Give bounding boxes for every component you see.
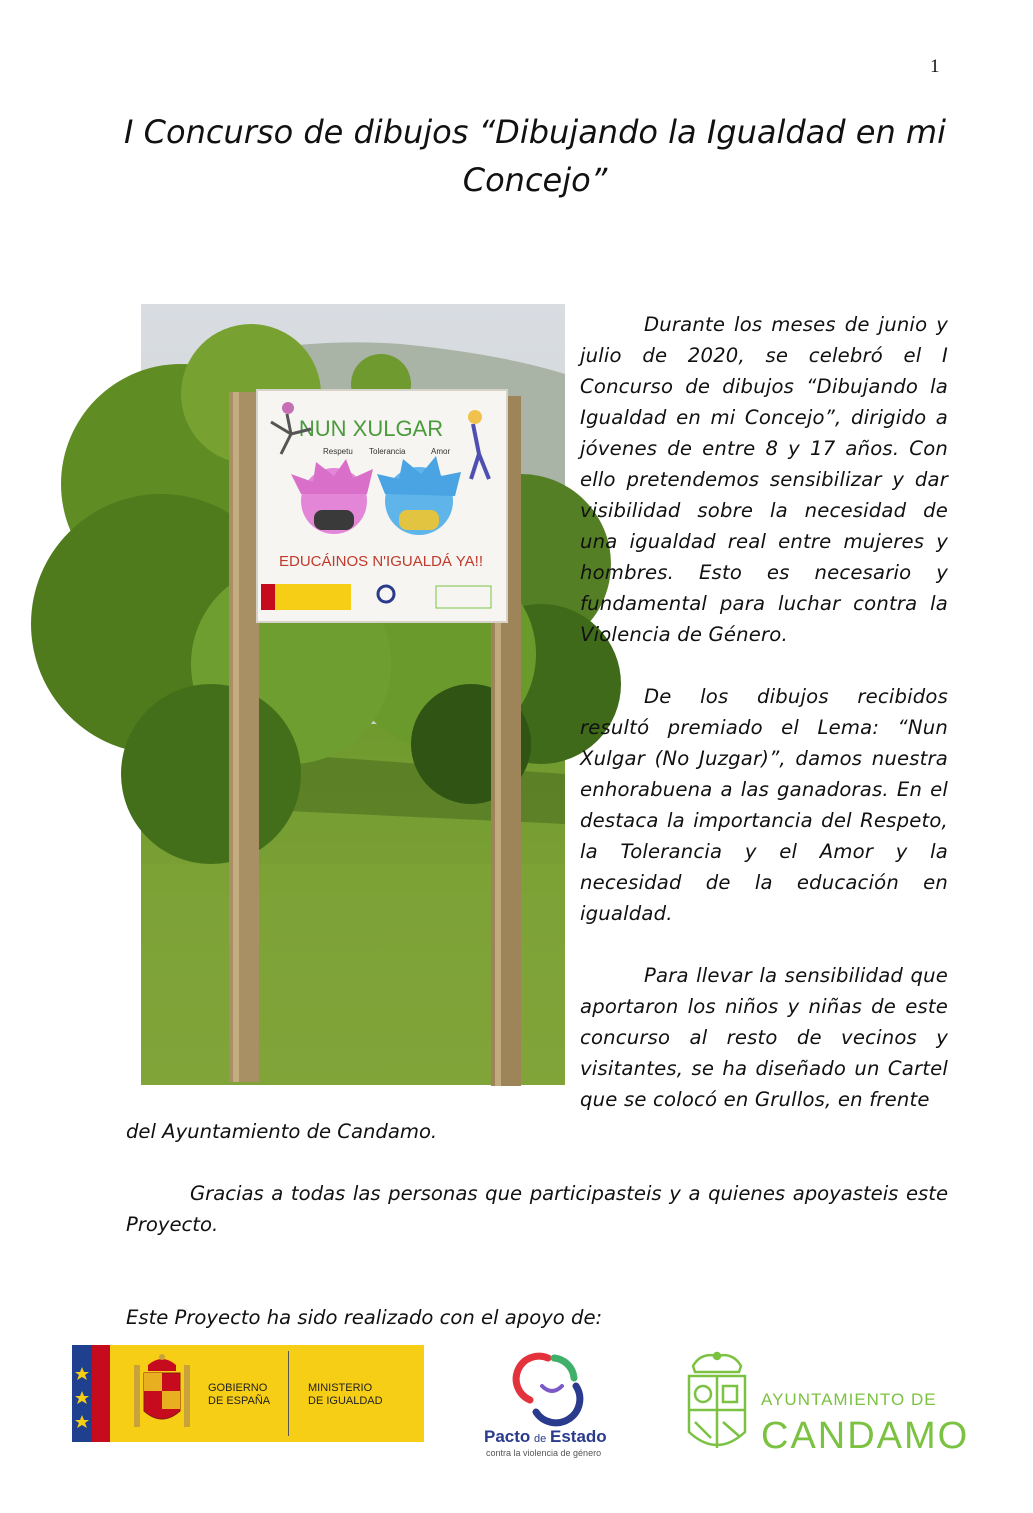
paragraph-poster: Para llevar la sensibilidad que aportaron los niños y niñas de este concurso al resto de vecinos y visitantes, se ha diseñado un Cartel que se colocó en Grullos, en frente [580,964,948,1111]
gov-line-1: GOBIERNO [208,1382,268,1394]
candamo-line-2: CANDAMO [761,1415,970,1457]
sign-word: Amor [431,447,451,456]
gov-line-2: DE ESPAÑA [208,1395,271,1407]
paragraph-winner: De los dibujos recibidos resultó premiado el Lema: “Nun Xulgar (No Juzgar)”, damos nuestra enhorabuena a las ganadoras. En el destaca la importancia del Respeto, la Tolerancia y el Amor y la necesidad de la educación en igualdad. [580,685,948,925]
pacto-estado-logo [478,1350,623,1462]
ministry-line-2: DE IGUALDAD [308,1395,383,1407]
candamo-line-1: AYUNTAMIENTO DE [761,1390,937,1409]
pacto-word: Pacto [484,1427,531,1446]
page-number: 1 [930,56,940,77]
estado-word: Estado [550,1427,607,1446]
paragraph-intro: Durante los meses de junio y julio de 2020, se celebró el I Concurso de dibujos “Dibujando la Igualdad en mi Concejo”, dirigido a jóvenes de entre 8 y 17 años. Con ello pretendemos sensibilizar y dar visibilidad sobre la necesidad de una igualdad real entre mujeres y hombres. Esto es necesario y fundamental para luchar contra la Violencia de Género. [580,313,948,646]
pacto-subtitle: contra la violencia de género [486,1448,602,1458]
ayuntamiento-candamo-logo [683,1350,970,1462]
pacto-de-word: de [534,1433,547,1445]
gobierno-espana-logo [72,1345,424,1442]
sign-word: Tolerancia [369,447,406,456]
paragraph-thanks: Gracias a todas las personas que participasteis y a quienes apoyasteis este Proyecto. [126,1182,948,1236]
ministry-line-1: MINISTERIO [308,1382,373,1394]
main-text-column [580,309,948,1115]
candamo-shield-icon [689,1353,745,1448]
sign-word: Respetu [323,447,353,456]
support-heading: Este Proyecto ha sido realizado con el apoyo de: [126,1306,603,1329]
sign-headline: NUN XULGAR [298,416,444,441]
sign-slogan: EDUCÁINOS N'IGUALDÁ YA!! [278,553,484,570]
sign-photo [141,304,565,1085]
paragraph-poster-continuation: del Ayuntamiento de Candamo. [126,1120,438,1143]
document-title: I Concurso de dibujos “Dibujando la Igualdad en mi Concejo” [124,113,946,199]
pacto-ring-icon [516,1356,580,1423]
